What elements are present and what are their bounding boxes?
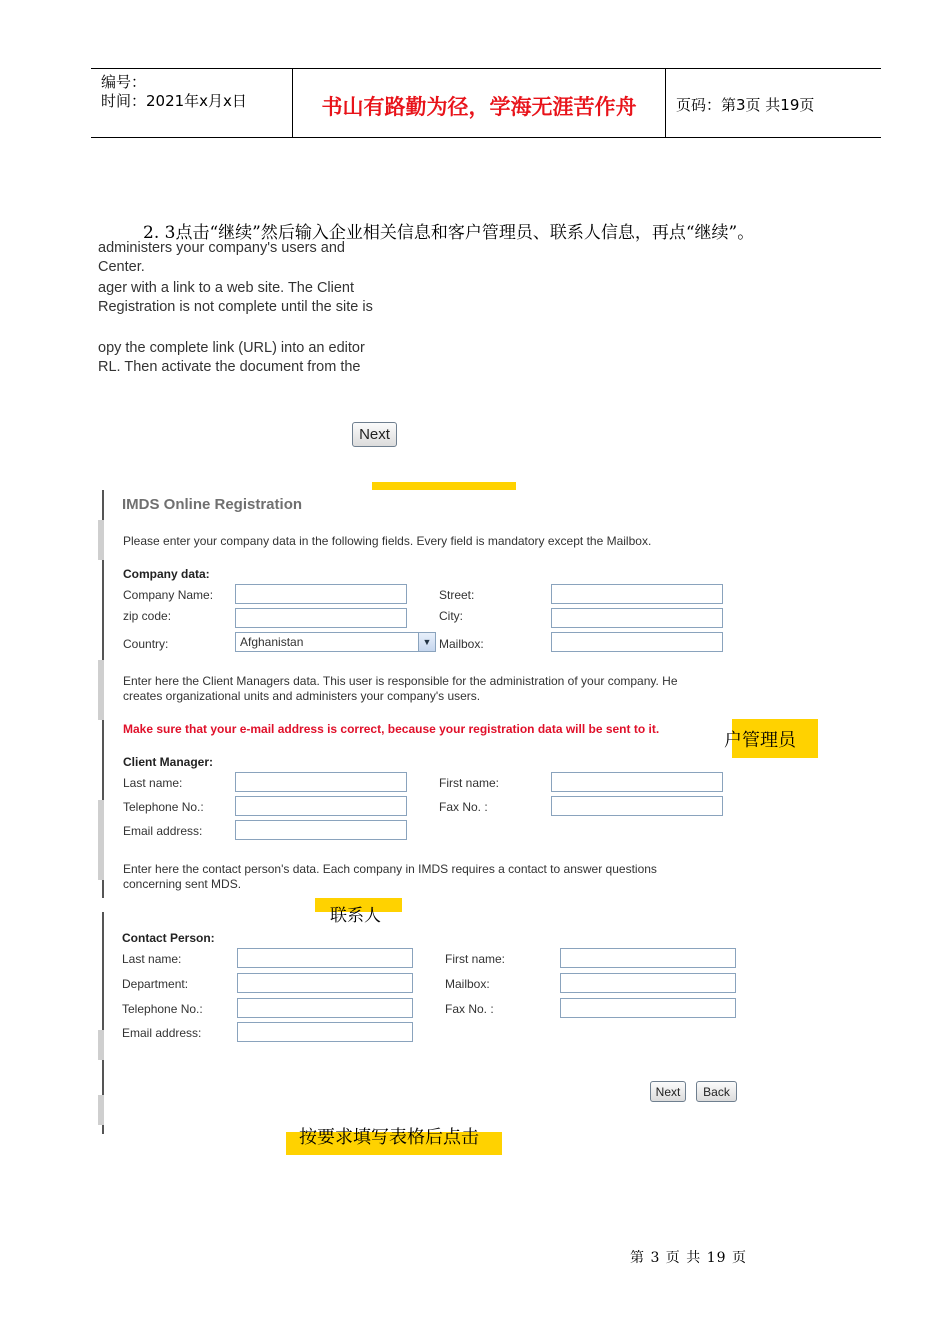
border-shadow [98,520,104,560]
zip-label: zip code: [123,609,172,623]
cp-mailbox-label: Mailbox: [445,977,490,991]
cm-last-name-label: Last name: [123,776,183,790]
cm-fax-input[interactable] [551,796,723,816]
cp-department-input[interactable] [237,973,413,993]
cp-first-name-input[interactable] [560,948,736,968]
callout-client-manager-text: 户管理员 [724,730,796,751]
cm-telephone-input[interactable] [235,796,407,816]
header-cell-page [666,69,881,137]
fragment-line-1: administers your company's users and [98,240,345,256]
cm-telephone-label: Telephone No.: [123,800,204,814]
contact-person-heading: Contact Person: [122,931,215,945]
cm-email-label: Email address: [123,824,203,838]
city-label: City: [439,609,463,623]
cp-fax-input[interactable] [560,998,736,1018]
callout-strip [372,482,516,490]
cp-last-name-input[interactable] [237,948,413,968]
contact-intro-2: concerning sent MDS. [123,877,242,891]
company-name-input[interactable] [235,584,407,604]
border-shadow [98,660,104,720]
callout-contact [315,898,402,926]
cp-email-input[interactable] [237,1022,413,1042]
cp-department-label: Department: [122,977,189,991]
country-label: Country: [123,637,169,651]
client-manager-heading: Client Manager: [123,755,214,769]
cp-fax-label: Fax No. : [445,1002,494,1016]
border-shadow [98,1030,104,1060]
page-header [91,68,881,138]
street-label: Street: [439,588,475,602]
time-label: 时间：2021年x月x日 [101,92,247,110]
contact-intro-1: Enter here the contact person's data. Each company in IMDS requires a contact to answer questions [123,862,657,876]
cp-mailbox-input[interactable] [560,973,736,993]
form-intro: Please enter your company data in the following fields. Every field is mandatory except the Mailbox. [123,534,652,548]
client-manager-intro-2: creates organizational units and administers your company's users. [123,689,481,703]
mailbox-label: Mailbox: [439,637,484,651]
city-input[interactable] [551,608,723,628]
fragment-next-button[interactable]: Next [352,422,397,447]
cm-first-name-input[interactable] [551,772,723,792]
cm-last-name-input[interactable] [235,772,407,792]
header-cell-info [91,69,293,137]
zip-input[interactable] [235,608,407,628]
cp-telephone-label: Telephone No.: [122,1002,203,1016]
page-label: 页码：第3页 共19页 [676,96,815,114]
cm-fax-label: Fax No. : [439,800,488,814]
next-button[interactable]: Next [650,1081,686,1102]
cm-first-name-label: First name: [439,776,500,790]
company-heading: Company data: [123,567,210,581]
cp-telephone-input[interactable] [237,998,413,1018]
street-input[interactable] [551,584,723,604]
email-warning: Make sure that your e-mail address is correct, because your registration data will be sent to it. [123,722,660,736]
chevron-down-icon[interactable]: ▼ [418,633,435,651]
fragment-line-3: ager with a link to a web site. The Client [98,280,355,296]
border-shadow [98,800,104,880]
back-button[interactable]: Back [696,1081,737,1102]
mailbox-input[interactable] [551,632,723,652]
fragment-line-6: RL. Then activate the document from the [98,359,361,375]
instruction-text: 2. 3点击“继续”然后输入企业相关信息和客户管理员、联系人信息，再点“继续”。 [143,223,755,243]
page-footer: 第 3 页 共 19 页 [630,1250,747,1266]
cp-last-name-label: Last name: [122,952,182,966]
callout-contact-text: 联系人 [330,906,381,926]
header-cell-motto [293,69,666,137]
country-select-value: Afghanistan [240,635,304,649]
callout-fill-instructions [286,1127,502,1155]
fragment-line-5: opy the complete link (URL) into an editor [98,340,365,356]
border-shadow [98,1095,104,1125]
client-manager-intro-1: Enter here the Client Managers data. This user is responsible for the administration of your company. He [123,674,678,688]
company-name-label: Company Name: [123,588,214,602]
fragment-line-2: Center. [98,259,145,275]
cp-email-label: Email address: [122,1026,202,1040]
callout-fill-instructions-text: 按要求填写表格后点击 [299,1127,479,1148]
motto: 书山有路勤为径，学海无涯苦作舟 [321,94,637,119]
country-select[interactable] [235,632,436,652]
callout-client-manager [724,719,818,758]
cp-first-name-label: First name: [445,952,506,966]
cm-email-input[interactable] [235,820,407,840]
fragment-line-4: Registration is not complete until the site is [98,299,373,315]
form-title: IMDS Online Registration [122,496,303,513]
number-label: 编号： [101,73,147,91]
